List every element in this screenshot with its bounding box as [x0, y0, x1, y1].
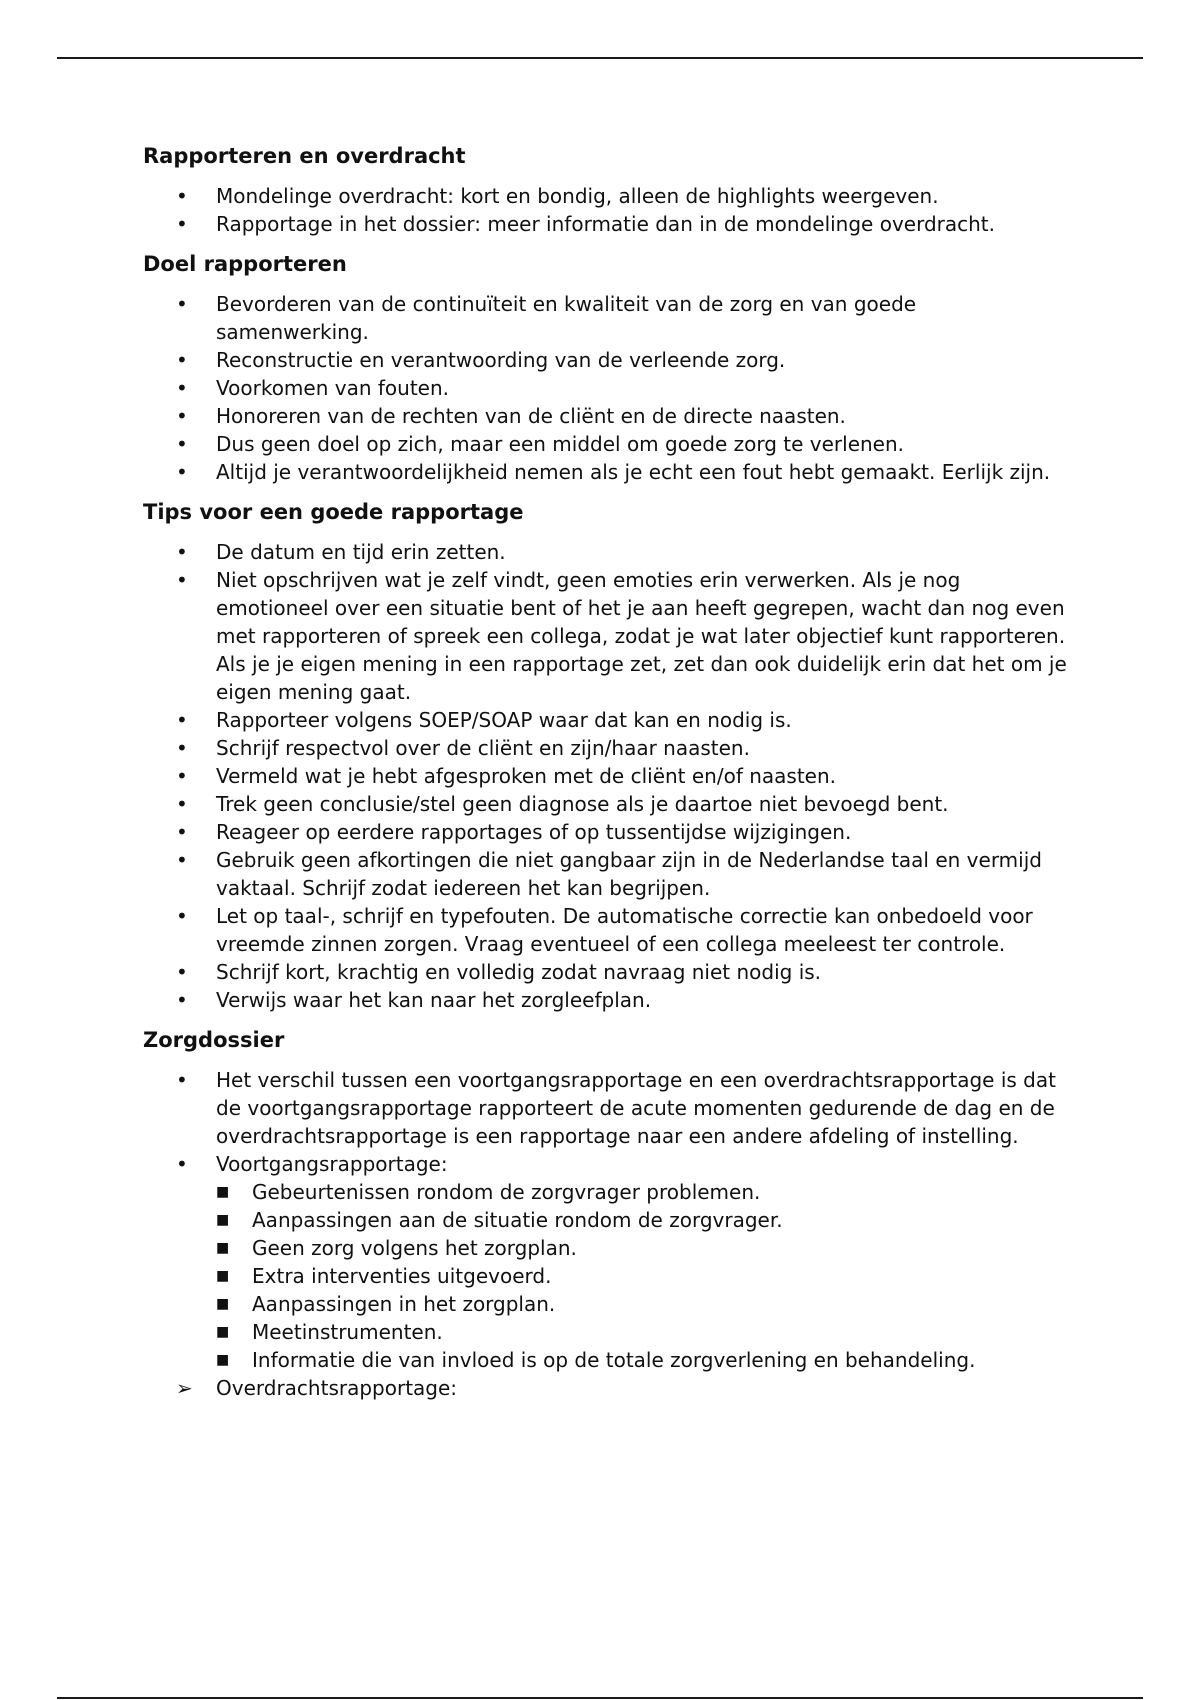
- list-item: [143, 1150, 1073, 1374]
- square-bullet-icon: ■: [216, 1296, 230, 1312]
- bullet-icon: •: [176, 708, 188, 732]
- sub-list-item: [143, 1262, 1073, 1290]
- list-item-text: Rapportage in het dossier: meer informatie dan in de mondelinge overdracht.: [216, 212, 996, 236]
- section-heading: Tips voor een goede rapportage: [143, 500, 524, 524]
- list-item: [143, 458, 1073, 486]
- bullet-icon: •: [176, 960, 188, 984]
- list-item-text: Schrijf kort, krachtig en volledig zodat navraag niet nodig is.: [216, 960, 822, 984]
- sub-bullet-list: [216, 1178, 1073, 1374]
- square-bullet-icon: ■: [216, 1352, 230, 1368]
- list-item-text: Let op taal-, schrijf en typefouten. De automatische correctie kan onbedoeld voor vreemde zinnen zorgen. Vraag eventueel of een collega meeleest ter controle.: [216, 904, 1033, 956]
- section-rapporteren-en-overdracht: [143, 142, 1073, 238]
- list-item-text: Het verschil tussen een voortgangsrapportage en een overdrachtsrapportage is dat de voortgangsrapportage rapporteert de acute momenten gedurende de dag en de overdrachtsrapportage is een rapportage naar een andere afdeling of instelling.: [216, 1068, 1056, 1148]
- list-item: [143, 790, 1073, 818]
- list-item-text: Bevorderen van de continuïteit en kwaliteit van de zorg en van goede samenwerking.: [216, 292, 917, 344]
- bullet-icon: •: [176, 736, 188, 760]
- list-item: [143, 986, 1073, 1014]
- bullet-icon: •: [176, 568, 188, 592]
- bullet-icon: •: [176, 764, 188, 788]
- header-rule: [57, 57, 1143, 59]
- bullet-icon: •: [176, 792, 188, 816]
- bullet-icon: •: [176, 848, 188, 872]
- bullet-icon: •: [176, 376, 188, 400]
- section-heading: Doel rapporteren: [143, 252, 347, 276]
- list-item-text: Verwijs waar het kan naar het zorgleefplan.: [216, 988, 652, 1012]
- bullet-icon: •: [176, 292, 188, 316]
- bullet-icon: •: [176, 184, 188, 208]
- list-item-text: Voorkomen van fouten.: [216, 376, 450, 400]
- section-heading: Zorgdossier: [143, 1028, 285, 1052]
- list-item: [143, 182, 1073, 210]
- bullet-icon: •: [176, 432, 188, 456]
- square-bullet-icon: ■: [216, 1184, 230, 1200]
- sub-list-item-text: Extra interventies uitgevoerd.: [252, 1264, 552, 1288]
- list-item: [143, 346, 1073, 374]
- list-item: [143, 402, 1073, 430]
- list-item-text: Overdrachtsrapportage:: [216, 1376, 458, 1400]
- list-item-text: Gebruik geen afkortingen die niet gangbaar zijn in de Nederlandse taal en vermijd vaktaal. Schrijf zodat iedereen het kan begrijpen.: [216, 848, 1042, 900]
- list-item: [143, 566, 1073, 706]
- bullet-list: [143, 538, 1073, 1014]
- list-item: [143, 902, 1073, 958]
- sub-list-item-text: Aanpassingen aan de situatie rondom de zorgvrager.: [252, 1208, 783, 1232]
- list-item-text: Reageer op eerdere rapportages of op tussentijdse wijzigingen.: [216, 820, 852, 844]
- square-bullet-icon: ■: [216, 1212, 230, 1228]
- list-item-text: De datum en tijd erin zetten.: [216, 540, 506, 564]
- document-body: [143, 142, 1073, 1402]
- list-item: [143, 762, 1073, 790]
- list-item: [143, 818, 1073, 846]
- list-item: [143, 430, 1073, 458]
- list-item-text: Vermeld wat je hebt afgesproken met de cliënt en/of naasten.: [216, 764, 837, 788]
- square-bullet-icon: ■: [216, 1324, 230, 1340]
- list-item: [143, 538, 1073, 566]
- list-item: [143, 1374, 1073, 1402]
- list-item: [143, 706, 1073, 734]
- list-item: [143, 1066, 1073, 1150]
- square-bullet-icon: ■: [216, 1268, 230, 1284]
- list-item: [143, 958, 1073, 986]
- sub-list-item: [143, 1290, 1073, 1318]
- list-item-text: Reconstructie en verantwoording van de verleende zorg.: [216, 348, 786, 372]
- sub-list-item: [143, 1178, 1073, 1206]
- sub-list-item-text: Geen zorg volgens het zorgplan.: [252, 1236, 577, 1260]
- section-tips-goede-rapportage: [143, 498, 1073, 1014]
- list-item: [143, 734, 1073, 762]
- bullet-icon: •: [176, 904, 188, 928]
- list-item-text: Dus geen doel op zich, maar een middel om goede zorg te verlenen.: [216, 432, 905, 456]
- bullet-icon: •: [176, 348, 188, 372]
- list-item-text: Voortgangsrapportage:: [216, 1152, 448, 1176]
- list-item: [143, 846, 1073, 902]
- list-item-text: Trek geen conclusie/stel geen diagnose als je daartoe niet bevoegd bent.: [216, 792, 949, 816]
- list-item-text: Rapporteer volgens SOEP/SOAP waar dat kan en nodig is.: [216, 708, 792, 732]
- sub-list-item-text: Aanpassingen in het zorgplan.: [252, 1292, 556, 1316]
- list-item-text: Niet opschrijven wat je zelf vindt, geen emoties erin verwerken. Als je nog emotioneel over een situatie bent of het je aan heeft gegrepen, wacht dan nog even met rapporteren of spreek een collega, zodat je wat later objectief kunt rapporteren. Als je je eigen mening in een rapportage zet, zet dan ook duidelijk erin dat het om je eigen mening gaat.: [216, 568, 1067, 704]
- sub-list-item-text: Gebeurtenissen rondom de zorgvrager problemen.: [252, 1180, 761, 1204]
- sub-list-item-text: Informatie die van invloed is op de totale zorgverlening en behandeling.: [252, 1348, 976, 1372]
- sub-list-item: [143, 1206, 1073, 1234]
- square-bullet-icon: ■: [216, 1240, 230, 1256]
- list-item-text: Schrijf respectvol over de cliënt en zijn/haar naasten.: [216, 736, 750, 760]
- bullet-list: [143, 182, 1073, 238]
- bullet-list: [143, 290, 1073, 486]
- section-doel-rapporteren: [143, 250, 1073, 486]
- sub-list-item: [143, 1234, 1073, 1262]
- list-item-text: Altijd je verantwoordelijkheid nemen als je echt een fout hebt gemaakt. Eerlijk zijn.: [216, 460, 1051, 484]
- section-zorgdossier: [143, 1026, 1073, 1402]
- bullet-list: [143, 1066, 1073, 1402]
- sub-list-item: [143, 1318, 1073, 1346]
- bullet-icon: •: [176, 212, 188, 236]
- footer-rule: [57, 1697, 1143, 1699]
- list-item-text: Honoreren van de rechten van de cliënt en de directe naasten.: [216, 404, 846, 428]
- list-item: [143, 210, 1073, 238]
- bullet-icon: •: [176, 404, 188, 428]
- bullet-icon: •: [176, 1068, 188, 1092]
- list-item: [143, 374, 1073, 402]
- bullet-icon: •: [176, 460, 188, 484]
- sub-list-item-text: Meetinstrumenten.: [252, 1320, 443, 1344]
- arrow-bullet-icon: ➢: [176, 1376, 193, 1400]
- list-item-text: Mondelinge overdracht: kort en bondig, alleen de highlights weergeven.: [216, 184, 939, 208]
- bullet-icon: •: [176, 988, 188, 1012]
- bullet-icon: •: [176, 540, 188, 564]
- sub-list-item: [143, 1346, 1073, 1374]
- bullet-icon: •: [176, 1152, 188, 1176]
- bullet-icon: •: [176, 820, 188, 844]
- list-item: [143, 290, 1073, 346]
- section-heading: Rapporteren en overdracht: [143, 144, 466, 168]
